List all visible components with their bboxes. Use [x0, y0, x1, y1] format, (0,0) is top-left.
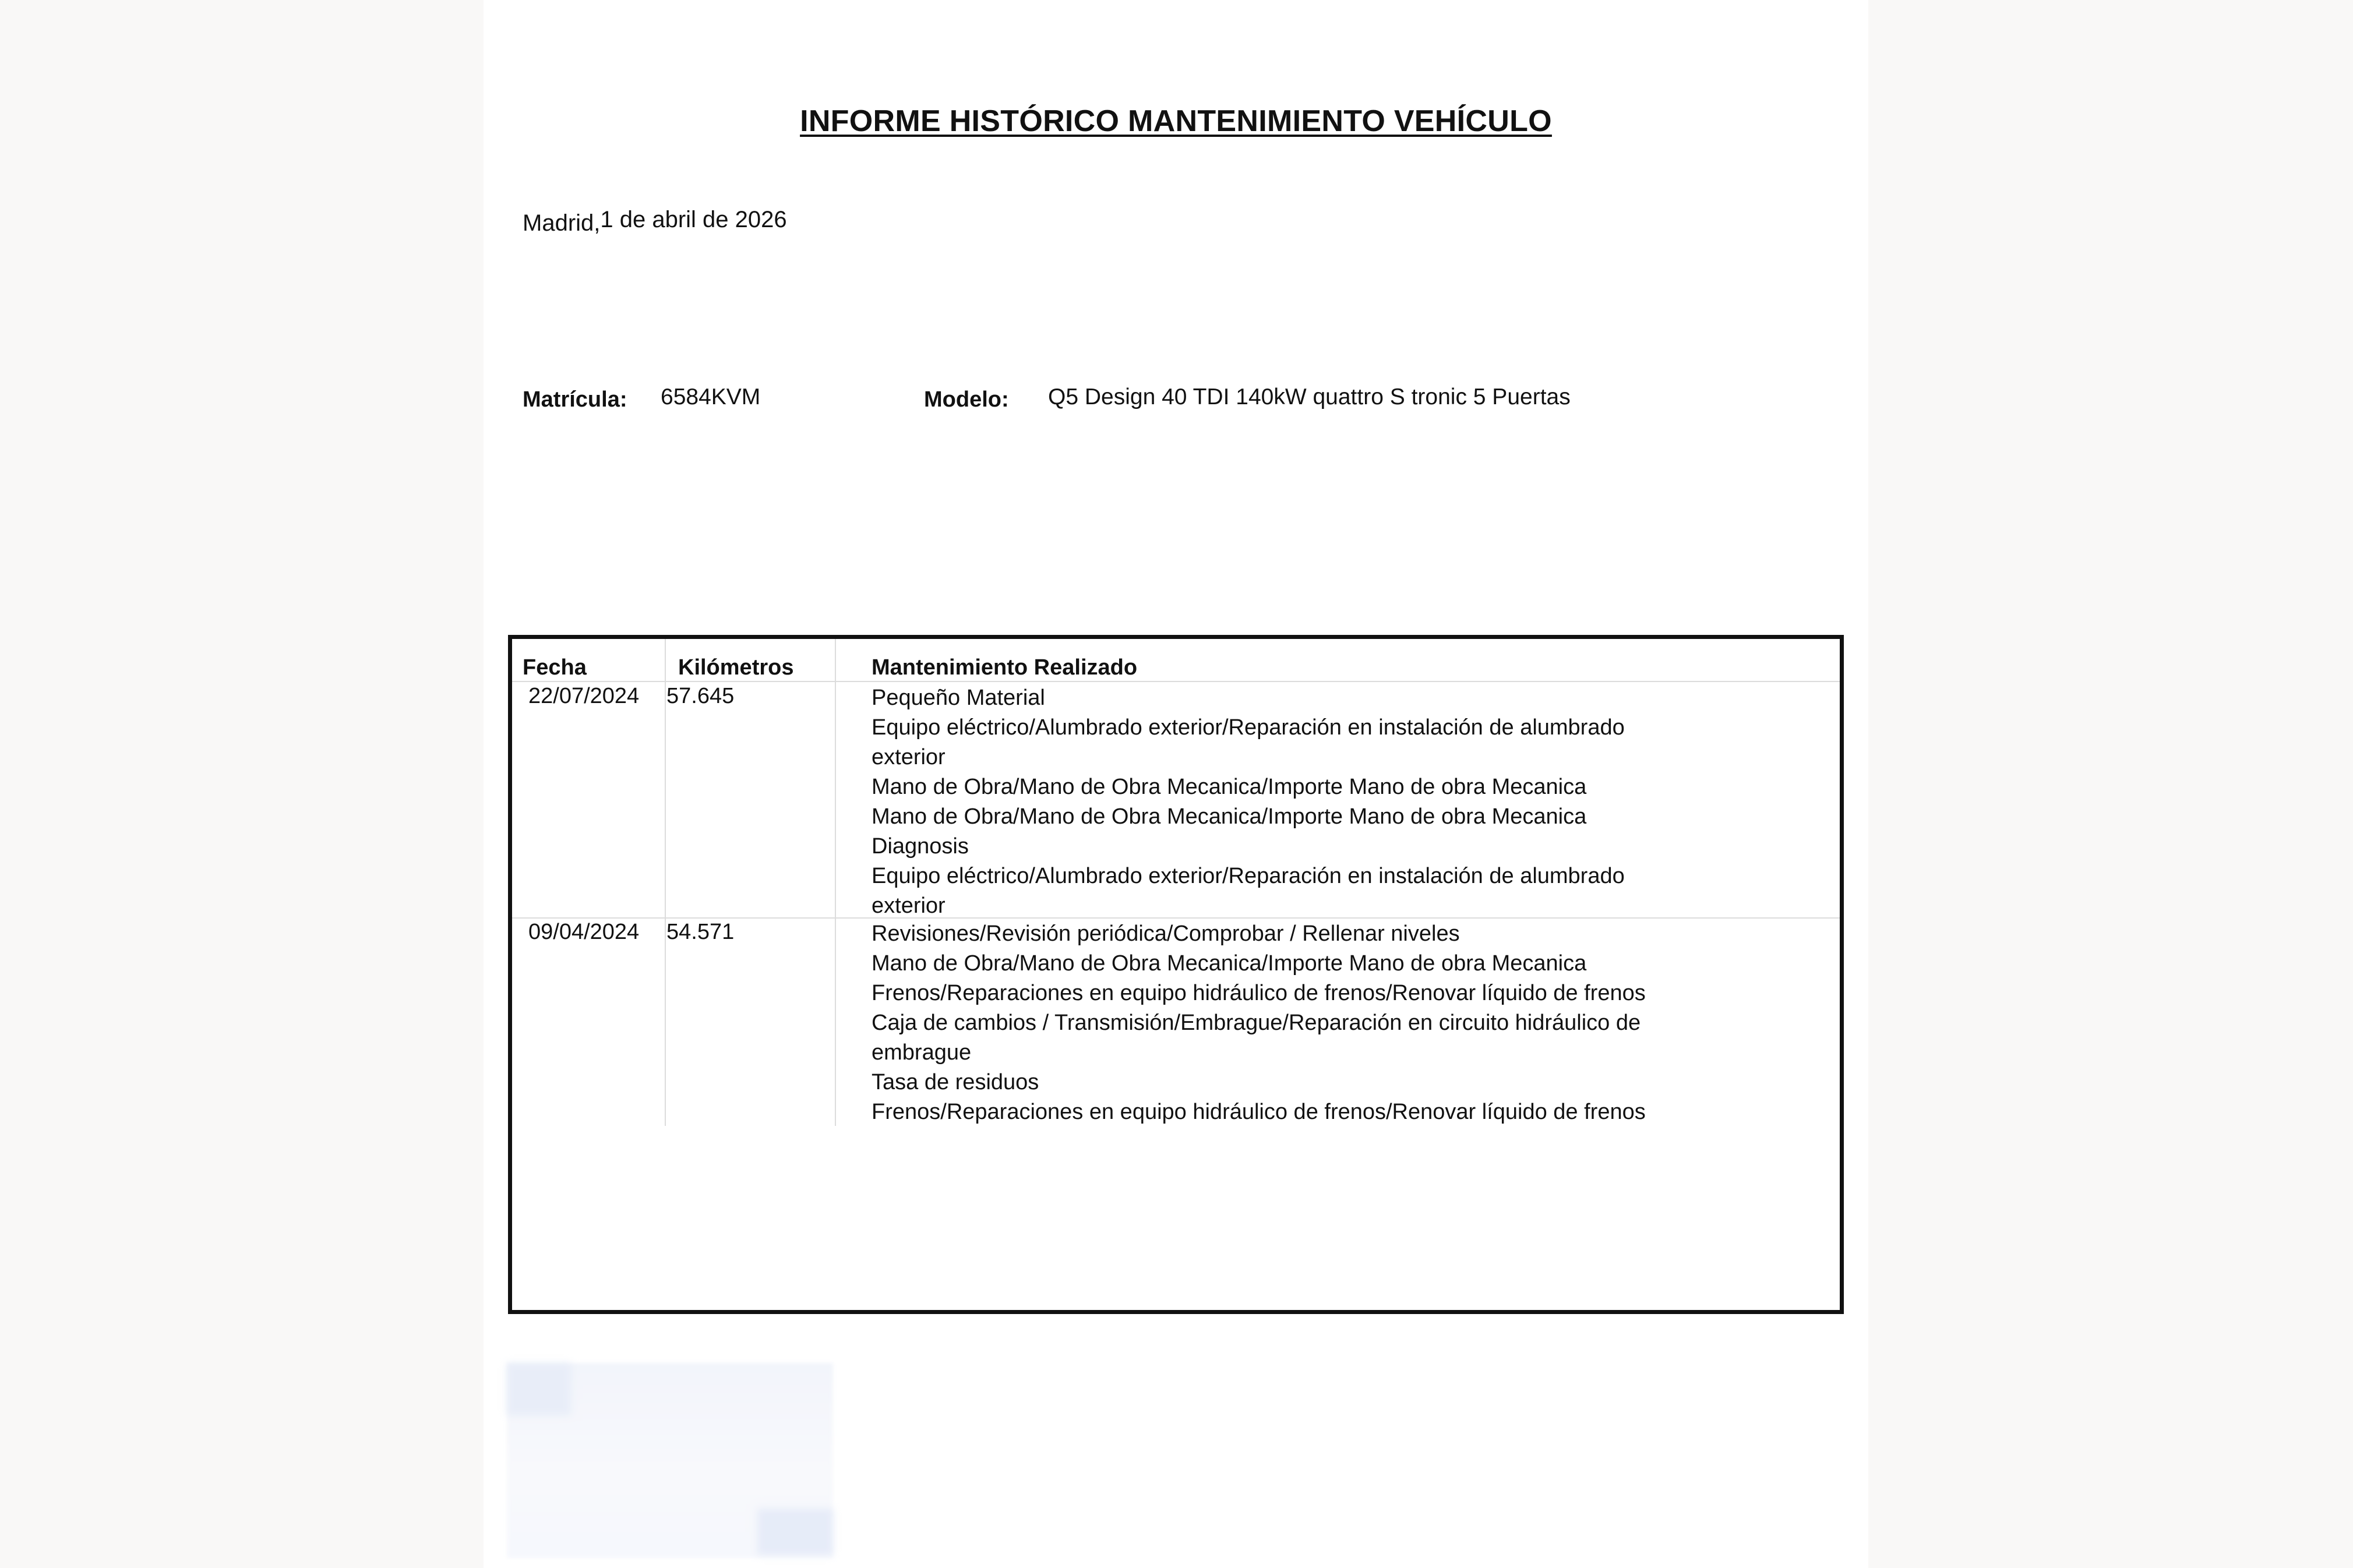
task-line: Mano de Obra/Mano de Obra Mecanica/Importe Mano de obra Mecanica [872, 804, 1587, 829]
task-line: exterior [872, 894, 946, 918]
header-date: Fecha [523, 655, 587, 680]
task-line: embrague [872, 1040, 972, 1065]
row-km: 57.645 [666, 684, 735, 708]
task-line: Frenos/Reparaciones en equipo hidráulico de frenos/Renovar líquido de frenos [872, 1100, 1646, 1124]
row-tasks [872, 683, 1625, 921]
task-line: Revisiones/Revisión periódica/Comprobar / Rellenar niveles [872, 921, 1460, 946]
task-line: Pequeño Material [872, 686, 1045, 710]
plate-label: Matrícula: [523, 387, 627, 412]
row-km: 54.571 [666, 920, 735, 944]
task-line: Equipo eléctrico/Alumbrado exterior/Reparación en instalación de alumbrado [872, 715, 1625, 740]
place-date-line [523, 207, 787, 236]
task-line: Diagnosis [872, 834, 969, 859]
column-divider [665, 639, 666, 1126]
task-line: Mano de Obra/Mano de Obra Mecanica/Importe Mano de obra Mecanica [872, 775, 1587, 799]
task-line: Tasa de residuos [872, 1070, 1039, 1094]
document-page [484, 0, 1868, 1568]
task-line: Equipo eléctrico/Alumbrado exterior/Reparación en instalación de alumbrado [872, 864, 1625, 888]
place: Madrid, [523, 210, 601, 236]
header-km: Kilómetros [678, 655, 794, 680]
plate-value: 6584KVM [661, 384, 761, 409]
header-maintenance: Mantenimiento Realizado [872, 655, 1138, 680]
blur-shape [757, 1509, 833, 1555]
blurred-stamp-area [507, 1363, 833, 1558]
report-date: 1 de abril de 2026 [600, 207, 787, 232]
row-date: 09/04/2024 [528, 920, 640, 944]
task-line: Frenos/Reparaciones en equipo hidráulico de frenos/Renovar líquido de frenos [872, 981, 1646, 1005]
row-tasks [872, 919, 1646, 1127]
model-value: Q5 Design 40 TDI 140kW quattro S tronic 5 Puertas [1048, 384, 1571, 409]
task-line: Caja de cambios / Transmisión/Embrague/Reparación en circuito hidráulico de [872, 1011, 1641, 1035]
column-divider [835, 639, 836, 1126]
document-title: INFORME HISTÓRICO MANTENIMIENTO VEHÍCULO [800, 104, 1552, 138]
blur-shape [507, 1363, 571, 1415]
task-line: Mano de Obra/Mano de Obra Mecanica/Importe Mano de obra Mecanica [872, 951, 1587, 976]
maintenance-table [508, 635, 1844, 1314]
model-label: Modelo: [924, 387, 1009, 412]
row-date: 22/07/2024 [528, 684, 640, 708]
task-line: exterior [872, 745, 946, 769]
